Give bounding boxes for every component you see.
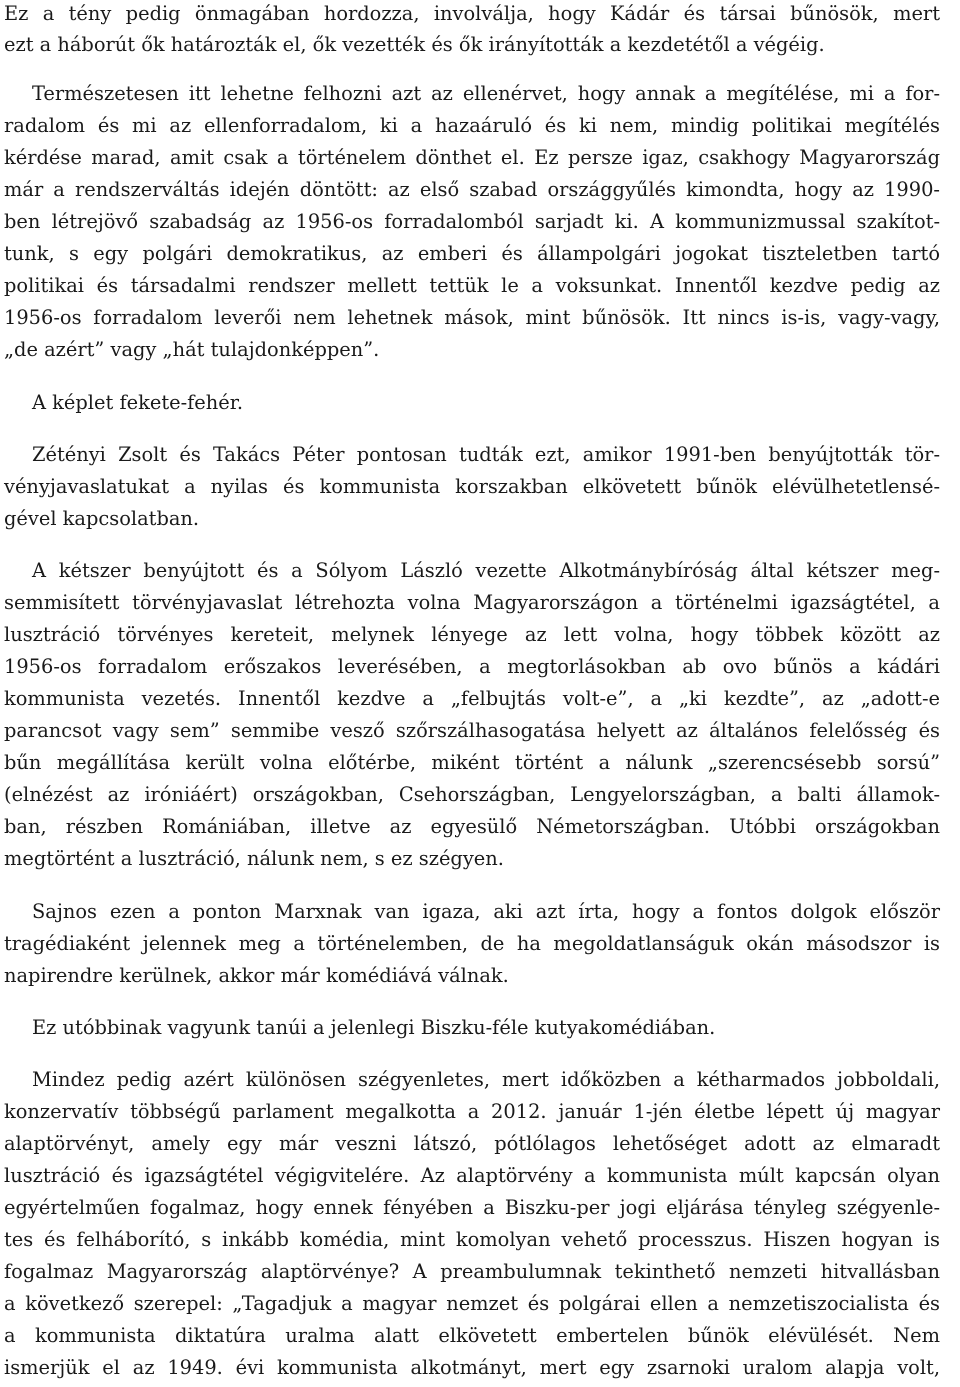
text-line: Ez a tény pedig önmagában hordozza, involválja, hogy Kádár és társai bűnösök, mert	[4, 2, 940, 25]
text-line: bűn megállítása került volna előtérbe, miként történt a nálunk „szerencsésebb sorsú”	[4, 751, 940, 774]
text-line: radalom és mi az ellenforradalom, ki a hazaáruló és ki nem, mindig politikai megítélés	[4, 114, 940, 137]
text-line: megtörtént a lusztráció, nálunk nem, s ez szégyen.	[4, 847, 504, 870]
text-line: tes és felháborító, s inkább komédia, mint komolyan vehető processzus. Hiszen hogyan is	[4, 1228, 940, 1251]
text-line: „de azért” vagy „hát tulajdonképpen”.	[4, 338, 380, 361]
text-line: politikai és társadalmi rendszer mellett tettük le a voksunkat. Innentől kezdve pedig az	[4, 274, 940, 297]
text-line: fogalmaz Magyarország alaptörvénye? A preambulumnak tekinthető nemzeti hitvallásban	[4, 1260, 940, 1283]
text-line: Mindez pedig azért különösen szégyenletes, mert időközben a kétharmados jobboldali,	[32, 1068, 940, 1091]
text-line: 1956-os forradalom leverői nem lehetnek mások, mint bűnösök. Itt nincs is-is, vagy-vagy,	[4, 306, 940, 329]
text-line: gével kapcsolatban.	[4, 507, 200, 530]
text-line: konzervatív többségű parlament megalkotta a 2012. január 1-jén életbe lépett új magyar	[4, 1100, 940, 1123]
text-line: már a rendszerváltás idején döntött: az első szabad országgyűlés kimondta, hogy az 1990-	[4, 178, 940, 201]
text-line: Ez utóbbinak vagyunk tanúi a jelenlegi Biszku-féle kutyakomédiában.	[32, 1016, 716, 1039]
text-line: ban, részben Romániában, illetve az egyesülő Németországban. Utóbbi országokban	[4, 815, 940, 838]
text-line: tragédiaként jelennek meg a történelemben, de ha megoldatlanságuk okán másodszor is	[4, 932, 940, 955]
text-line: Zétényi Zsolt és Takács Péter pontosan tudták ezt, amikor 1991-ben benyújtották tör-	[32, 443, 940, 466]
text-line: semmisített törvényjavaslat létrehozta volna Magyarországon a történelmi igazságtétel, a	[4, 591, 940, 614]
text-line: napirendre kerülnek, akkor már komédiává válnak.	[4, 964, 509, 987]
text-line: tunk, s egy polgári demokratikus, az emberi és állampolgári jogokat tiszteletben tartó	[4, 242, 940, 265]
text-line: Sajnos ezen a ponton Marxnak van igaza, aki azt írta, hogy a fontos dolgok először	[32, 900, 940, 923]
text-line: egyértelműen fogalmaz, hogy ennek fényében a Biszku-per jogi eljárása tényleg szégyenle-	[4, 1196, 940, 1219]
text-line: a következő szerepel: „Tagadjuk a magyar nemzet és polgárai ellen a nemzetiszocialista és	[4, 1292, 940, 1315]
text-line: (elnézést az iróniáért) országokban, Csehországban, Lengyelországban, a balti államok-	[4, 783, 940, 806]
text-line: 1956-os forradalom erőszakos leverésében, a megtorlásokban ab ovo bűnös a kádári	[4, 655, 940, 678]
text-line: ezt a háborút ők határozták el, ők vezették és ők irányították a kezdetétől a végéig.	[4, 33, 825, 56]
text-line: lusztráció és igazságtétel végigvitelére. Az alaptörvény a kommunista múlt kapcsán olyan	[4, 1164, 940, 1187]
text-line: vényjavaslatukat a nyilas és kommunista korszakban elkövetett bűnök elévülhetetlensé-	[4, 475, 940, 498]
text-line: A képlet fekete-fehér.	[32, 391, 244, 414]
text-line: a kommunista diktatúra uralma alatt elkövetett embertelen bűnök elévülését. Nem	[4, 1324, 940, 1347]
text-line: parancsot vagy sem” semmibe vesző szőrszálhasogatása helyett az általános felelősség és	[4, 719, 940, 742]
text-line: kommunista vezetés. Innentől kezdve a „felbujtás volt-e”, a „ki kezdte”, az „adott-e	[4, 687, 940, 710]
text-line: lusztráció törvényes kereteit, melynek lényege az lett volna, hogy többek között az	[4, 623, 940, 646]
text-line: alaptörvényt, amely egy már veszni látszó, pótlólagos lehetőséget adott az elmaradt	[4, 1132, 940, 1155]
text-line: kérdése marad, amit csak a történelem dönthet el. Ez persze igaz, csakhogy Magyarország	[4, 146, 940, 169]
text-line: Természetesen itt lehetne felhozni azt az ellenérvet, hogy annak a megítélése, mi a for-	[32, 82, 940, 105]
text-line: ben létrejövő szabadság az 1956-os forradalomból sarjadt ki. A kommunizmussal szakítot-	[4, 210, 940, 233]
text-line: A kétszer benyújtott és a Sólyom László vezette Alkotmánybíróság által kétszer meg-	[32, 559, 940, 582]
text-line: ismerjük el az 1949. évi kommunista alkotmányt, mert egy zsarnoki uralom alapja volt,	[4, 1356, 940, 1379]
